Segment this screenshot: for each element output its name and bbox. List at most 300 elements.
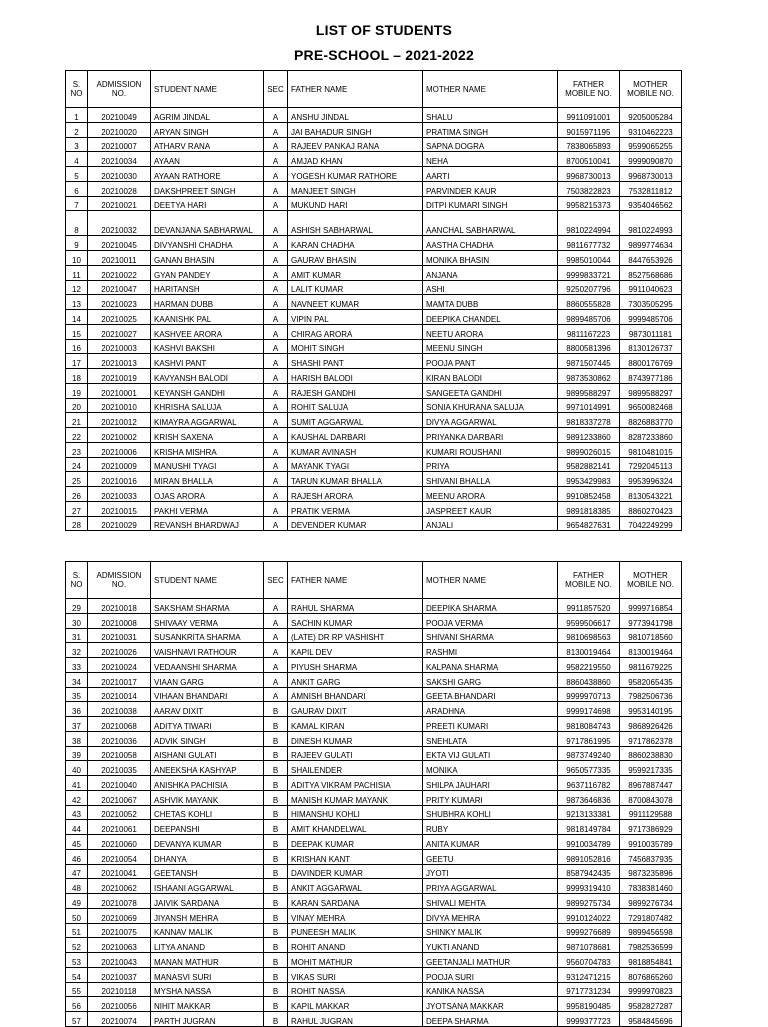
cell-section: A [264, 457, 288, 472]
cell-mother-name: DIVYA MEHRA [423, 908, 558, 923]
cell-mother-name: MONIKA [423, 761, 558, 776]
cell-father-mobile: 9871078681 [558, 938, 620, 953]
cell-admission-no: 20210049 [88, 108, 151, 123]
cell-student-name: MANASVI SURI [151, 967, 264, 982]
cell-admission-no: 20210078 [88, 894, 151, 909]
cell-mother-name: SHINKY MALIK [423, 923, 558, 938]
cell-sno: 3 [66, 137, 88, 152]
cell-section: A [264, 658, 288, 673]
cell-father-name: VIKAS SURI [288, 967, 423, 982]
cell-section: A [264, 122, 288, 137]
table-row [66, 879, 682, 894]
cell-mother-name: SHALU [423, 108, 558, 123]
cell-admission-no: 20210008 [88, 613, 151, 628]
header-mother-name: MOTHER NAME [423, 562, 558, 599]
cell-mother-name: KIRAN BALODI [423, 369, 558, 384]
cell-father-mobile: 9873646836 [558, 790, 620, 805]
cell-father-name: MOHIT MATHUR [288, 953, 423, 968]
cell-admission-no: 20210017 [88, 672, 151, 687]
cell-mother-mobile: 9910035789 [620, 835, 682, 850]
cell-mother-mobile: 9953996324 [620, 472, 682, 487]
cell-father-name: RAJESH GANDHI [288, 383, 423, 398]
cell-father-name: KUMAR AVINASH [288, 442, 423, 457]
cell-student-name: MANAN MATHUR [151, 953, 264, 968]
cell-mother-name: MAMTA DUBB [423, 295, 558, 310]
cell-sno: 20 [66, 398, 88, 413]
table-row [66, 997, 682, 1012]
cell-mother-mobile: 7303505295 [620, 295, 682, 310]
table-row [66, 717, 682, 732]
cell-admission-no: 20210012 [88, 413, 151, 428]
cell-mother-name: SHIVALI MEHTA [423, 894, 558, 909]
cell-father-mobile: 8130019464 [558, 643, 620, 658]
cell-admission-no: 20210026 [88, 643, 151, 658]
cell-father-name: RAJEEV PANKAJ RANA [288, 137, 423, 152]
cell-mother-name: PRATIMA SINGH [423, 122, 558, 137]
cell-father-mobile: 8860555828 [558, 295, 620, 310]
cell-father-name: MUKUND HARI [288, 196, 423, 211]
cell-mother-mobile: 9999485706 [620, 310, 682, 325]
header-mother-name: MOTHER NAME [423, 71, 558, 108]
cell-father-name: DINESH KUMAR [288, 731, 423, 746]
cell-father-mobile: 9999833721 [558, 265, 620, 280]
cell-admission-no: 20210043 [88, 953, 151, 968]
cell-mother-name: ANJANA [423, 265, 558, 280]
cell-mother-name: GEETANJALI MATHUR [423, 953, 558, 968]
cell-admission-no: 20210024 [88, 658, 151, 673]
cell-mother-name: PRITY KUMARI [423, 790, 558, 805]
cell-mother-mobile: 9911129588 [620, 805, 682, 820]
cell-section: A [264, 236, 288, 251]
cell-father-mobile: 9654827631 [558, 516, 620, 531]
table-row [66, 613, 682, 628]
table-row [66, 953, 682, 968]
cell-sno: 46 [66, 849, 88, 864]
cell-student-name: VEDAANSHI SHARMA [151, 658, 264, 673]
cell-father-name: PIYUSH SHARMA [288, 658, 423, 673]
cell-admission-no: 20210020 [88, 122, 151, 137]
table-row [66, 339, 682, 354]
cell-admission-no: 20210118 [88, 982, 151, 997]
cell-mother-mobile: 9999716854 [620, 599, 682, 614]
cell-mother-mobile: 9810224993 [620, 211, 682, 236]
cell-father-name: KRISHAN KANT [288, 849, 423, 864]
cell-mother-mobile: 7838381460 [620, 879, 682, 894]
cell-admission-no: 20210063 [88, 938, 151, 953]
cell-mother-mobile: 7292045113 [620, 457, 682, 472]
table-row [66, 152, 682, 167]
cell-section: A [264, 628, 288, 643]
cell-father-mobile: 9650577335 [558, 761, 620, 776]
cell-admission-no: 20210015 [88, 501, 151, 516]
cell-father-name: KAMAL KIRAN [288, 717, 423, 732]
cell-section: B [264, 776, 288, 791]
cell-mother-mobile: 8130543221 [620, 487, 682, 502]
cell-student-name: KRISHA MISHRA [151, 442, 264, 457]
table-row [66, 1012, 682, 1027]
cell-mother-mobile: 8287233860 [620, 428, 682, 443]
cell-sno: 15 [66, 324, 88, 339]
cell-father-mobile: 9818149784 [558, 820, 620, 835]
table-row [66, 790, 682, 805]
cell-sno: 5 [66, 167, 88, 182]
cell-mother-name: KALPANA SHARMA [423, 658, 558, 673]
cell-father-name: HARISH BALODI [288, 369, 423, 384]
cell-mother-name: ARADHNA [423, 702, 558, 717]
cell-mother-name: GEETA BHANDARI [423, 687, 558, 702]
cell-section: A [264, 137, 288, 152]
cell-mother-name: SNEHLATA [423, 731, 558, 746]
cell-student-name: CHETAS KOHLI [151, 805, 264, 820]
cell-sno: 4 [66, 152, 88, 167]
cell-admission-no: 20210025 [88, 310, 151, 325]
cell-mother-name: ASHI [423, 280, 558, 295]
cell-sno: 47 [66, 864, 88, 879]
cell-father-name: AMIT KHANDELWAL [288, 820, 423, 835]
cell-father-name: GAURAV DIXIT [288, 702, 423, 717]
cell-father-name: JAI BAHADUR SINGH [288, 122, 423, 137]
cell-father-name: SUMIT AGGARWAL [288, 413, 423, 428]
cell-mother-mobile: 8447653926 [620, 251, 682, 266]
cell-admission-no: 20210060 [88, 835, 151, 850]
cell-mother-mobile: 9999970823 [620, 982, 682, 997]
cell-sno: 12 [66, 280, 88, 295]
cell-admission-no: 20210037 [88, 967, 151, 982]
cell-admission-no: 20210007 [88, 137, 151, 152]
cell-father-mobile: 9811677732 [558, 236, 620, 251]
cell-father-name: KAPIL MAKKAR [288, 997, 423, 1012]
cell-student-name: GANAN BHASIN [151, 251, 264, 266]
cell-student-name: GYAN PANDEY [151, 265, 264, 280]
cell-admission-no: 20210041 [88, 864, 151, 879]
cell-student-name: JIYANSH MEHRA [151, 908, 264, 923]
cell-mother-name: AARTI [423, 167, 558, 182]
cell-father-mobile: 9999174698 [558, 702, 620, 717]
cell-sno: 29 [66, 599, 88, 614]
cell-father-mobile: 9958215373 [558, 196, 620, 211]
cell-section: A [264, 167, 288, 182]
cell-mother-mobile: 9599217335 [620, 761, 682, 776]
cell-mother-name: DEEPIKA SHARMA [423, 599, 558, 614]
cell-mother-mobile: 9873235896 [620, 864, 682, 879]
cell-student-name: KASHVI PANT [151, 354, 264, 369]
cell-father-mobile: 9985010044 [558, 251, 620, 266]
cell-sno: 38 [66, 731, 88, 746]
table-row [66, 428, 682, 443]
cell-admission-no: 20210010 [88, 398, 151, 413]
table-row [66, 137, 682, 152]
cell-sno: 42 [66, 790, 88, 805]
cell-mother-name: JYOTSANA MAKKAR [423, 997, 558, 1012]
table-row [66, 805, 682, 820]
cell-mother-name: MEENU SINGH [423, 339, 558, 354]
header-admission-no: ADMISSION NO. [88, 562, 151, 599]
cell-section: B [264, 982, 288, 997]
cell-mother-name: PRIYA AGGARWAL [423, 879, 558, 894]
cell-sno: 35 [66, 687, 88, 702]
cell-father-name: AMJAD KHAN [288, 152, 423, 167]
cell-section: A [264, 643, 288, 658]
cell-section: B [264, 864, 288, 879]
cell-mother-name: PARVINDER KAUR [423, 181, 558, 196]
header-mother-mobile: MOTHER MOBILE NO. [620, 71, 682, 108]
cell-student-name: DHANYA [151, 849, 264, 864]
cell-father-name: ROHIT NASSA [288, 982, 423, 997]
cell-student-name: KANNAV MALIK [151, 923, 264, 938]
cell-section: A [264, 613, 288, 628]
cell-mother-name: POOJA VERMA [423, 613, 558, 628]
cell-admission-no: 20210058 [88, 746, 151, 761]
cell-mother-mobile: 9205005284 [620, 108, 682, 123]
cell-student-name: OJAS ARORA [151, 487, 264, 502]
cell-mother-mobile: 9650082468 [620, 398, 682, 413]
cell-admission-no: 20210023 [88, 295, 151, 310]
cell-mother-name: PRIYANKA DARBARI [423, 428, 558, 443]
cell-father-mobile: 9717731234 [558, 982, 620, 997]
cell-mother-mobile: 9582065435 [620, 672, 682, 687]
table-header-row [66, 562, 682, 599]
cell-student-name: KHRISHA SALUJA [151, 398, 264, 413]
cell-father-mobile: 9971014991 [558, 398, 620, 413]
cell-student-name: KRISH SAXENA [151, 428, 264, 443]
cell-admission-no: 20210075 [88, 923, 151, 938]
cell-sno: 2 [66, 122, 88, 137]
cell-mother-name: RASHMI [423, 643, 558, 658]
cell-father-name: GAURAV BHASIN [288, 251, 423, 266]
cell-father-mobile: 8700510041 [558, 152, 620, 167]
cell-mother-mobile: 9911040623 [620, 280, 682, 295]
students-table-2-body [66, 599, 682, 1027]
header-father-mobile: FATHER MOBILE NO. [558, 71, 620, 108]
cell-father-mobile: 9891818385 [558, 501, 620, 516]
cell-mother-mobile: 8076865260 [620, 967, 682, 982]
cell-student-name: SHIVAAY VERMA [151, 613, 264, 628]
cell-section: A [264, 339, 288, 354]
cell-mother-mobile: 9310462223 [620, 122, 682, 137]
cell-section: A [264, 516, 288, 531]
cell-student-name: KAVYANSH BALODI [151, 369, 264, 384]
cell-section: A [264, 413, 288, 428]
cell-student-name: PARTH JUGRAN [151, 1012, 264, 1027]
cell-sno: 50 [66, 908, 88, 923]
cell-sno: 52 [66, 938, 88, 953]
cell-sno: 56 [66, 997, 88, 1012]
cell-father-mobile: 9873749240 [558, 746, 620, 761]
cell-mother-mobile: 7042249299 [620, 516, 682, 531]
cell-father-name: SHASHI PANT [288, 354, 423, 369]
cell-admission-no: 20210011 [88, 251, 151, 266]
cell-sno: 53 [66, 953, 88, 968]
cell-father-name: RAHUL SHARMA [288, 599, 423, 614]
cell-father-name: YOGESH KUMAR RATHORE [288, 167, 423, 182]
cell-student-name: KASHVI BAKSHI [151, 339, 264, 354]
header-sno: S. NO [66, 71, 88, 108]
cell-father-name: ASHISH SABHARWAL [288, 211, 423, 236]
cell-admission-no: 20210019 [88, 369, 151, 384]
cell-sno: 30 [66, 613, 88, 628]
cell-admission-no: 20210027 [88, 324, 151, 339]
cell-father-mobile: 9717861995 [558, 731, 620, 746]
cell-sno: 6 [66, 181, 88, 196]
table-row [66, 196, 682, 211]
cell-student-name: REVANSH BHARDWAJ [151, 516, 264, 531]
header-mother-mobile: MOTHER MOBILE NO. [620, 562, 682, 599]
cell-admission-no: 20210040 [88, 776, 151, 791]
cell-mother-name: DIVYA AGGARWAL [423, 413, 558, 428]
cell-father-mobile: 9910852458 [558, 487, 620, 502]
cell-father-name: RAJESH ARORA [288, 487, 423, 502]
table-row [66, 324, 682, 339]
cell-student-name: ADITYA TIWARI [151, 717, 264, 732]
cell-student-name: DAKSHPREET SINGH [151, 181, 264, 196]
cell-section: B [264, 997, 288, 1012]
cell-section: A [264, 354, 288, 369]
cell-father-mobile: 9891052816 [558, 849, 620, 864]
cell-sno: 7 [66, 196, 88, 211]
cell-sno: 9 [66, 236, 88, 251]
table-row [66, 487, 682, 502]
cell-admission-no: 20210032 [88, 211, 151, 236]
cell-sno: 17 [66, 354, 88, 369]
cell-father-name: (LATE) DR RP VASHISHT [288, 628, 423, 643]
cell-sno: 22 [66, 428, 88, 443]
cell-section: A [264, 196, 288, 211]
cell-student-name: VIHAAN BHANDARI [151, 687, 264, 702]
cell-section: A [264, 687, 288, 702]
cell-mother-mobile: 8800176769 [620, 354, 682, 369]
cell-mother-name: JYOTI [423, 864, 558, 879]
cell-student-name: ADVIK SINGH [151, 731, 264, 746]
cell-mother-mobile: 8527568686 [620, 265, 682, 280]
cell-mother-name: RUBY [423, 820, 558, 835]
cell-mother-name: SHILPA JAUHARI [423, 776, 558, 791]
cell-mother-mobile: 9773941798 [620, 613, 682, 628]
table-row [66, 746, 682, 761]
cell-father-name: RAJEEV GULATI [288, 746, 423, 761]
cell-admission-no: 20210018 [88, 599, 151, 614]
cell-mother-mobile: 8860270423 [620, 501, 682, 516]
cell-father-name: ANKIT AGGARWAL [288, 879, 423, 894]
cell-father-name: NAVNEET KUMAR [288, 295, 423, 310]
cell-student-name: KIMAYRA AGGARWAL [151, 413, 264, 428]
table-row [66, 211, 682, 236]
cell-student-name: LITYA ANAND [151, 938, 264, 953]
table-row [66, 398, 682, 413]
cell-section: A [264, 428, 288, 443]
table-row [66, 181, 682, 196]
cell-student-name: VIAAN GARG [151, 672, 264, 687]
table-row [66, 982, 682, 997]
cell-father-mobile: 9910124022 [558, 908, 620, 923]
cell-section: A [264, 181, 288, 196]
cell-mother-mobile: 9899774634 [620, 236, 682, 251]
cell-mother-mobile: 9717386929 [620, 820, 682, 835]
cell-father-mobile: 9250207796 [558, 280, 620, 295]
table-row [66, 251, 682, 266]
cell-mother-mobile: 9818854841 [620, 953, 682, 968]
cell-mother-name: DEEPA SHARMA [423, 1012, 558, 1027]
cell-mother-mobile: 9584845696 [620, 1012, 682, 1027]
cell-sno: 33 [66, 658, 88, 673]
cell-student-name: AYAAN RATHORE [151, 167, 264, 182]
cell-section: B [264, 938, 288, 953]
cell-student-name: AYAAN [151, 152, 264, 167]
table-row [66, 108, 682, 123]
cell-section: B [264, 894, 288, 909]
cell-section: B [264, 805, 288, 820]
cell-section: A [264, 152, 288, 167]
cell-sno: 13 [66, 295, 88, 310]
cell-mother-mobile: 8130126737 [620, 339, 682, 354]
document-title: LIST OF STUDENTS [315, 22, 453, 38]
cell-father-name: PUNEESH MALIK [288, 923, 423, 938]
cell-father-name: AMNISH BHANDARI [288, 687, 423, 702]
cell-mother-name: YUKTI ANAND [423, 938, 558, 953]
cell-mother-name: PREETI KUMARI [423, 717, 558, 732]
cell-admission-no: 20210045 [88, 236, 151, 251]
cell-mother-name: DEEPIKA CHANDEL [423, 310, 558, 325]
cell-admission-no: 20210061 [88, 820, 151, 835]
cell-mother-name: SHIVANI SHARMA [423, 628, 558, 643]
cell-student-name: ANEEKSHA KASHYAP [151, 761, 264, 776]
cell-father-name: KARAN SARDANA [288, 894, 423, 909]
cell-mother-name: SHUBHRA KOHLI [423, 805, 558, 820]
table-row [66, 849, 682, 864]
cell-sno: 10 [66, 251, 88, 266]
cell-sno: 27 [66, 501, 88, 516]
cell-father-name: ROHIT ANAND [288, 938, 423, 953]
cell-father-name: MANJEET SINGH [288, 181, 423, 196]
cell-student-name: KAANISHK PAL [151, 310, 264, 325]
table-row [66, 731, 682, 746]
cell-father-name: MOHIT SINGH [288, 339, 423, 354]
cell-father-name: DAVINDER KUMAR [288, 864, 423, 879]
table-row [66, 516, 682, 531]
cell-section: B [264, 879, 288, 894]
cell-section: A [264, 280, 288, 295]
header-sno: S. NO [66, 562, 88, 599]
cell-mother-mobile: 8700843078 [620, 790, 682, 805]
cell-mother-mobile: 8743977186 [620, 369, 682, 384]
cell-mother-mobile: 7532811812 [620, 181, 682, 196]
cell-section: B [264, 746, 288, 761]
cell-sno: 34 [66, 672, 88, 687]
cell-sno: 54 [66, 967, 88, 982]
cell-section: A [264, 442, 288, 457]
cell-section: B [264, 835, 288, 850]
cell-student-name: ANISHKA PACHISIA [151, 776, 264, 791]
cell-father-mobile: 8800581396 [558, 339, 620, 354]
cell-section: B [264, 761, 288, 776]
cell-section: A [264, 672, 288, 687]
cell-admission-no: 20210062 [88, 879, 151, 894]
cell-father-mobile: 9899275734 [558, 894, 620, 909]
cell-mother-name: SHIVANI BHALLA [423, 472, 558, 487]
cell-father-mobile: 9953429983 [558, 472, 620, 487]
cell-mother-mobile: 8130019464 [620, 643, 682, 658]
cell-mother-name: NEETU ARORA [423, 324, 558, 339]
table-row [66, 894, 682, 909]
cell-father-mobile: 9312471215 [558, 967, 620, 982]
cell-student-name: DIVYANSHI CHADHA [151, 236, 264, 251]
table-row [66, 310, 682, 325]
cell-sno: 1 [66, 108, 88, 123]
cell-sno: 25 [66, 472, 88, 487]
cell-student-name: DEVANYA KUMAR [151, 835, 264, 850]
cell-mother-mobile: 7456837935 [620, 849, 682, 864]
cell-sno: 16 [66, 339, 88, 354]
cell-section: A [264, 265, 288, 280]
